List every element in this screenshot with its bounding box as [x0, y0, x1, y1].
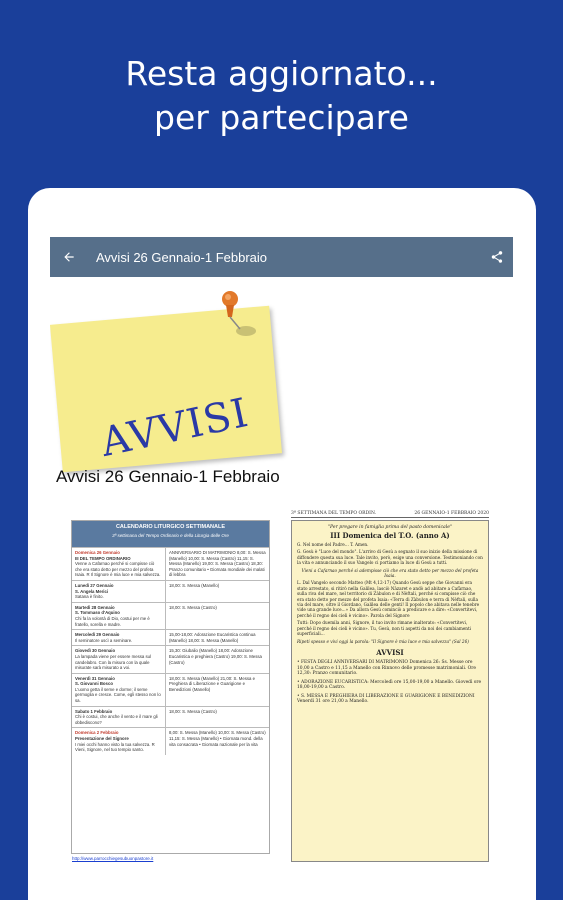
back-button[interactable] [50, 237, 88, 277]
calendar-day-text: L'uomo getta il seme e dorme; il seme germoglia e cresce. Come, egli stesso non lo sa. [75, 686, 161, 704]
calendar-day-sub: Presentazione del Signore [75, 736, 129, 742]
calendar-row [72, 580, 269, 602]
calendar-day-sub: S. Tommaso d'Aquino [75, 610, 120, 616]
calendar-day-cell [72, 646, 166, 672]
doc-paragraph: G. Nel nome del Padre... T. Amen. [297, 542, 369, 547]
headline-line-1: Resta aggiornato... [125, 54, 438, 93]
calendar-day: Giovedì 30 Gennaio [75, 648, 116, 654]
calendar-day-cell [72, 630, 166, 645]
date-range-label: 26 GENNAIO-1 FEBBRAIO 2020 [414, 511, 489, 516]
calendar-row [72, 727, 269, 754]
avvisi-title: AVVISI [376, 647, 404, 657]
parish-website-link[interactable]: http://www.parrocchiegesubuonpastore.it [72, 856, 154, 861]
calendar-day: Lunedì 27 Gennaio [75, 582, 114, 588]
avvisi-document [291, 511, 489, 869]
calendar-subtitle: 3ª settimana del Tempo Ordinario e della Liturgia delle Ore [112, 533, 229, 538]
calendar-day-cell [72, 728, 166, 754]
calendar-day-text: Satana è finito. [75, 594, 104, 600]
calendar-events-cell: 15,30: Giubalio (Manello) 18,00: Adorazione Eucaristica e preghiera (Castro) 19,00: S. Messa (Castro) [169, 648, 262, 665]
calendar-day-cell [72, 707, 166, 728]
share-icon [490, 250, 504, 264]
calendar-day: Sabato 1 Febbraio [75, 708, 113, 714]
promo-headline [0, 52, 563, 140]
avvisi-item: • FESTA DEGLI ANNIVERSARI DI MATRIMONIO Domenica 26: Ss. Messe ore 10,00 a Castro e 11,15 a Manello con Rinnovo delle promesse matrimoniali. Ore 12,30: Pranzo comunitario. [297, 659, 476, 677]
calendar-events-cell: 8,00: S. Messa (Manello) 10,00: S. Messa (Castro) 11,15: S. Messa (Manello) • Giornata mond. della vita consacrata • Giornata nazionale per la vita [169, 730, 266, 747]
post-image [50, 287, 290, 467]
doc-paragraph: Tutti: Dopo duemila anni, Signore, il tuo invito rimane inalterato: «Convertitevi, perché il regno dei cieli è vicino». Tu, Gesù, non ti aspetti da noi dei cambiamenti superficiali... [297, 620, 472, 637]
doc-paragraph: Ripeti spesso e vivi oggi la parola: "Il Signore è mia luce e mia salvezza" (Sal 26) [297, 638, 469, 644]
sunday-heading: III Domenica del T.O. (anno A) [330, 531, 450, 540]
calendar-row [72, 602, 269, 629]
doc-paragraph: G. Gesù è "Luce del mondo". L'arrivo di Gesù a segnato il suo inizio della missione di diffondere questa sua luce. Tale invito, però, esige una conversione. Testimoniando con la vita e annunciando il suo Vangelo ci portiamo la luce di Gesù a tutti. [297, 549, 483, 566]
calendar-day: Mercoledì 29 Gennaio [75, 632, 120, 638]
calendar-day-sub: S. Angela Merici [75, 588, 109, 594]
doc-paragraph: Vieni a Cafarnao perché si adempisse ciò che era stato detto per mezzo del profeta Isaia. [301, 567, 479, 579]
calendar-events-cell: 18,00: S. Messa (Manello) [169, 582, 220, 588]
post-content[interactable] [50, 277, 513, 900]
calendar-day-sub: S. Giovanni Bosco [75, 681, 113, 687]
calendar-day-cell [72, 603, 166, 629]
doc-paragraph: L. Dal Vangelo secondo Matteo (Mt 4,12-17) Quando Gesù seppe che Giovanni era stato arrestato, si ritirò nella Galilea, lasciò Nàzaret e andò ad abitare a Cafàrnao, sulla riva del mare, nel territorio di Zàbulon e di Nèftali, perché si compisse ciò che era stato detto per mezzo del profeta Isaia: «Terra di Zàbulon e terra di Nèftali, sulla via del mare, oltre il Giordano, Galilea delle genti! Il popolo che abitava nelle tenebre vide una grande luce...» Da allora Gesù cominciò a predicare e a dire: «Convertitevi, perché il regno dei cieli è vicino». Parola del Signore [297, 580, 480, 618]
calendar-day-text: La lampada viene per essere messa sul candelabro. Con la misura con la quale misurate sarà misurato a voi. [75, 653, 151, 671]
headline-line-2: per partecipare [154, 98, 409, 137]
calendar-day-text: Chi è costui, che anche il vento e il mare gli obbediscono? [75, 714, 158, 725]
calendar-day-text: Chi fa la volontà di Dio, costui per me è fratello, sorella e madre. [75, 615, 150, 627]
calendar-day-cell [72, 674, 166, 706]
calendar-events-cell: 18,00: S. Messa (Castro) [169, 604, 217, 610]
post-title: Avvisi 26 Gennaio-1 Febbraio [56, 467, 280, 486]
calendar-day-sub: III DEL TEMPO ORDINARIO [75, 555, 131, 561]
share-button[interactable] [481, 237, 513, 277]
prayer-intro: "Per pregare in famiglia prima del pasto domenicale" [327, 525, 453, 530]
calendar-header [72, 521, 269, 547]
calendar-day-text: I miei occhi hanno visto la tua salvezza. R Vieni, Signore, nel tuo tempio santo. [75, 741, 155, 753]
calendar-row [72, 673, 269, 706]
app-bar-title: Avvisi 26 Gennaio-1 Febbraio [96, 249, 268, 265]
calendar-row [72, 706, 269, 728]
calendar-day: Venerdì 31 Gennaio [75, 675, 115, 681]
sticky-note-text: AVVISI [96, 389, 253, 467]
app-bar [50, 237, 513, 277]
week-label: 3ª SETTIMANA DEL TEMPO ORDIN. [291, 511, 377, 516]
calendar-row [72, 547, 269, 580]
calendar-row [72, 629, 269, 645]
calendar-title: CALENDARIO LITURGICO SETTIMANALE [115, 524, 226, 530]
calendar-day: Domenica 26 Gennaio [75, 550, 120, 555]
avvisi-item: • S. MESSA E PREGHIERA DI LIBERAZIONE E GUARIGIONE E BENEDIZIONI Venerdì 31 ore 21,00 a Manello. [297, 693, 475, 705]
pushpin-icon [220, 289, 260, 339]
avvisi-document-box [291, 520, 489, 862]
calendar-events-cell: 18,00: S. Messa (Castro) [169, 708, 217, 714]
calendar-events-cell: 18,00: S. Messa (Manello) 21,00: S. Messa e Preghiera di Liberazione e Guarigione e Benedizioni (Manello) [169, 675, 255, 692]
arrow-back-icon [62, 250, 76, 264]
calendar-day-text: Il seminatore uscì a seminare. [75, 637, 133, 643]
calendar-day-cell [72, 581, 166, 602]
avvisi-document-header [291, 511, 489, 518]
calendar-day: Martedì 28 Gennaio [75, 604, 115, 610]
calendar-day-cell [72, 548, 166, 580]
calendar-document [71, 520, 270, 854]
calendar-day: Domenica 2 Febbraio [75, 730, 119, 736]
calendar-events-cell: 15,00-18,00: Adorazione Eucaristica continua (Manello) 18,00: S. Messa (Manello) [169, 632, 256, 643]
calendar-row [72, 645, 269, 672]
calendar-day-text: Venne a Cafarnao perché si compisse ciò che era stato detto per mezzo del profeta Isaia. R Il Signore è mia luce e mia salvezza. [75, 561, 161, 578]
avvisi-item: • ADORAZIONE EUCARISTICA: Mercoledì ore 15,00-19,00 a Manello. Giovedì ore 18,00-19,00 a Castro. [297, 679, 482, 691]
calendar-events-cell: ANNIVERSARIO DI MATRIMONIO 8,00: S. Messa (Manello) 10,00: S. Messa (Castro) 11,15: S. Messa (Manello) 19,00: S. Messa (Castro) 18,30: Pranzo comunitario • Giornata mondiale dei malati di lebbra [169, 550, 266, 578]
